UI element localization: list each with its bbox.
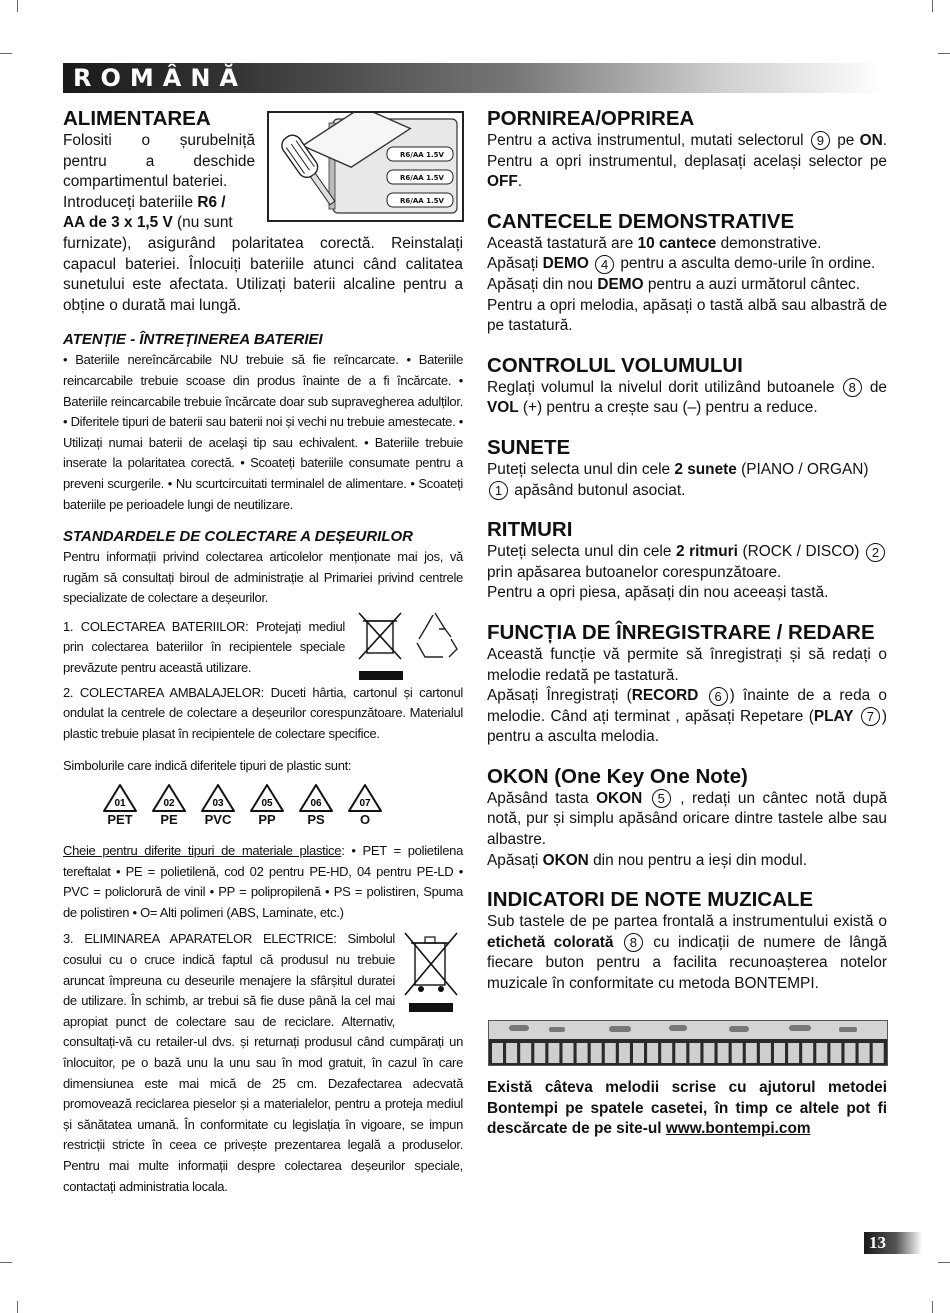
section-functia — [487, 621, 887, 748]
button-number-badge: 6 — [709, 687, 728, 706]
language-title: ROMÂNĂ — [73, 64, 247, 92]
keyboard-key — [788, 1043, 799, 1063]
text: (ROCK / DISCO) — [737, 543, 865, 561]
battery-compartment-icon — [269, 113, 462, 220]
crop-mark — [938, 53, 950, 54]
section-standardele — [63, 527, 463, 1197]
keyboard-key — [689, 1043, 700, 1063]
section-title: ALIMENTAREA — [63, 107, 211, 130]
bold-text: ON — [859, 132, 883, 149]
right-column — [487, 107, 887, 995]
text: Puteți selecta unul din cele — [487, 543, 676, 561]
keyboard-key — [859, 1043, 870, 1063]
keyboard-key — [830, 1043, 841, 1063]
button-number-badge: 1 — [489, 481, 508, 500]
recycle-triangle-icon — [199, 783, 237, 813]
paragraph: Pentru a opri piesa, apăsați din nou aceeași tastă. — [487, 584, 829, 602]
section-title: STANDARDELE DE COLECTARE A DEȘEURILOR — [63, 528, 414, 546]
bold-text: etichetă colorată — [487, 933, 614, 951]
text: pentru a auzi următorul cântec. — [643, 275, 861, 293]
keyboard-key — [619, 1043, 630, 1063]
page-number: 13 — [869, 1233, 886, 1252]
keyboard-key — [563, 1043, 574, 1063]
text: pentru a asculta demo-urile în ordine. — [616, 255, 876, 273]
text: Sub tastele de pe partea frontală a instrumentului există o — [487, 913, 887, 931]
plastic-symbol-pp — [248, 783, 286, 827]
svg-text:01: 01 — [114, 798, 126, 810]
keyboard-key — [577, 1043, 588, 1063]
bold-text: PLAY — [813, 707, 854, 725]
paragraph: • Bateriile nereîncărcabile NU trebuie să fie reîncarcate. • Bateriile reincarcabile trebuie scoase din produs înainte de a fi încărcate. • Bateriile reincarcabile trebuie încărcate doar sub supravegherea adulților. • Diferitele tipuri de baterii sau baterii noi și vechi nu trebuie amestecate. • Utilizați numai baterii de acelaşi tip sau echivalent. • Bateriile trebuie inserate la polaritatea corectă. • Scoateți bateriile consumate pentru a preveni scurgerile. • Nu scurtcircuitati terminalel de alimentare. • Scoateți bateriile pe perioadele lungi de neutilizare. — [63, 352, 463, 512]
section-okon — [487, 765, 887, 871]
keyboard-key — [591, 1043, 602, 1063]
plastic-symbol-pet — [101, 783, 139, 827]
keyboard-key — [732, 1043, 743, 1063]
keyboard-label-image — [489, 1021, 887, 1065]
plastic-symbol-o — [346, 783, 384, 827]
svg-text:02: 02 — [163, 798, 175, 810]
plastic-label: PVC — [204, 812, 232, 828]
paragraph: Pentru informații privind colectarea articolelor menționate mai jos, vă rugăm să consultați biroul de administrație al Primariei privind centrele specializate de colectare a deșeurilor. — [63, 549, 463, 606]
text: ) pentru a asculta melodia. — [487, 707, 888, 746]
text: prin apăsarea butoanelor corespunzătoare. — [487, 563, 782, 581]
bontempi-website-link[interactable]: www.bontempi.com — [665, 1120, 811, 1138]
battery-bin-icon — [353, 609, 463, 681]
paragraph — [487, 234, 887, 255]
section-title: FUNCȚIA DE ÎNREGISTRARE / REDARE — [487, 620, 875, 644]
bold-text: 10 cantece — [637, 234, 717, 252]
button-number-badge: 8 — [843, 378, 862, 397]
text: pentru a deschide — [63, 152, 255, 170]
bold-text: AA de 3 x 1,5 V — [63, 214, 173, 232]
crop-mark — [932, 0, 933, 12]
text: Pentru a activa instrumentul, mutati selectorul — [487, 132, 809, 149]
plastic-symbol-ps — [297, 783, 335, 827]
button-number-badge: 7 — [861, 707, 880, 726]
paragraph: 1. COLECTAREA BATERIILOR: Protejați mediul prin colectarea bateriilor în recipientele speciale prevăzute pentru această utilizare. — [63, 618, 345, 676]
paragraph — [487, 789, 887, 851]
bold-text: 2 ritmuri — [675, 543, 738, 561]
text: Apăsați din nou — [487, 275, 598, 293]
paragraph: 3. ELIMINAREA APARATELOR ELECTRICE: Simbolul cosului cu o cruce indică faptul că produsul nu trebuie aruncat împreuna cu deseurile menajere la sfârșitul duratei de utilizare. În schimb, ar trebui să fie duse până la cel mai apropiat punct de colectare sau de reciclare. Alternativ, consultați-vă cu retailer-ul dvs. și returnați produsul când cumpărați un înlocuitor, pe o bază unu la unu sau în mod gratuit, în cazul în care dimensiunea este mai mică de 25 cm. Dezafectarea adecvată promovează reciclarea pieselor și a materialelor, pentru a proteja mediul și sănătatea umană. În conformitate cu legislația în vigoare, se impun restricții stricte în ceea ce privește prezentarea legală a produselor. Pentru mai multe informații despre colectarea deșeurilor speciale, contactați administratia locala. — [63, 931, 463, 1194]
keyboard-key — [760, 1043, 771, 1063]
text: (+) pentru a crește sau (–) pentru a reduce. — [518, 399, 818, 417]
text: din nou pentru a ieși din modul. — [588, 851, 807, 869]
section-volum — [487, 354, 887, 419]
recycle-triangle-icon — [101, 783, 139, 813]
paragraph — [487, 460, 887, 501]
keyboard-key — [661, 1043, 672, 1063]
plastic-symbol-pe — [150, 783, 188, 827]
battery-illustration — [267, 111, 464, 222]
text: Apăsați — [487, 255, 543, 273]
recycle-triangle-icon — [150, 783, 188, 813]
paragraph — [487, 912, 887, 994]
section-atentie — [63, 330, 463, 515]
button-number-badge: 5 — [652, 789, 671, 808]
plastic-label: PP — [258, 812, 276, 828]
paragraph — [487, 1078, 887, 1140]
keyboard-photo — [488, 1020, 888, 1066]
recycle-triangle-icon — [297, 783, 335, 813]
section-pornirea — [487, 107, 887, 193]
keyboard-key — [520, 1043, 531, 1063]
recycling-symbols — [353, 609, 463, 681]
button-number-badge: 2 — [866, 543, 885, 562]
plastic-symbols-row — [101, 783, 463, 827]
section-sunete — [487, 436, 887, 501]
keyboard-key — [647, 1043, 658, 1063]
keyboard-key — [605, 1043, 616, 1063]
section-title: OKON (One Key One Note) — [487, 764, 748, 788]
text-line — [63, 131, 255, 152]
bold-text: OFF — [487, 173, 518, 191]
text: Apăsând tasta — [487, 789, 597, 807]
keyboard-key — [492, 1043, 503, 1063]
text: Apăsați Înregistrați ( — [487, 687, 632, 705]
text: pe — [831, 132, 860, 149]
svg-text:07: 07 — [359, 798, 371, 810]
bold-text: OKON — [596, 789, 643, 807]
text-line — [63, 172, 255, 193]
crop-mark — [938, 1262, 950, 1263]
crop-mark — [0, 1262, 12, 1263]
paragraph: Simbolurile care indică diferitele tipuri de plastic sunt: — [63, 758, 352, 774]
section-alimentarea — [63, 107, 463, 316]
plastic-symbol-pvc — [199, 783, 237, 827]
keyboard-key — [534, 1043, 545, 1063]
keyboard-key — [816, 1043, 827, 1063]
svg-text:R6/AA 1.5V: R6/AA 1.5V — [400, 151, 444, 159]
paragraph — [487, 131, 887, 193]
text: . — [517, 173, 523, 191]
paragraph — [487, 686, 887, 748]
text: Puteți selecta unul din cele — [487, 460, 675, 478]
text-line — [63, 193, 255, 214]
key-title: Cheie pentru diferite tipuri de materiale plastice — [63, 843, 342, 859]
text: , redați un cântec notă după notă, pur și simplu apăsând oricare dintre tastele albe sau albastre. — [487, 789, 888, 849]
keyboard-key — [506, 1043, 517, 1063]
crop-mark — [932, 1301, 933, 1313]
keyboard-key — [873, 1043, 884, 1063]
button-number-badge: 9 — [811, 131, 830, 150]
text: Această tastatură are — [487, 234, 638, 252]
bold-text: 2 sunete — [674, 460, 737, 478]
text: demonstrative. — [716, 234, 822, 252]
svg-text:03: 03 — [212, 798, 224, 810]
keyboard-key — [774, 1043, 785, 1063]
paragraph: Pentru a opri melodia, apăsați o tastă albă sau albastră de pe tastatură. — [487, 296, 887, 335]
svg-text:05: 05 — [261, 798, 273, 810]
text: Introduceți bateriile — [63, 193, 198, 211]
text: cu indicații de numere de lângă fiecare buton pentru a facilita recunoașterea notelor muzicale în conformitate cu metoda BONTEMPI. — [487, 933, 887, 993]
svg-text:06: 06 — [310, 798, 322, 810]
bold-text: R6 / — [197, 193, 226, 211]
keyboard-key — [675, 1043, 686, 1063]
section-indicatori — [487, 888, 887, 994]
text: Apăsați — [487, 851, 543, 869]
paragraph — [63, 841, 463, 923]
button-number-badge: 8 — [624, 933, 643, 952]
section-title: PORNIREA/OPRIREA — [487, 107, 695, 130]
section-title: CANTECELE DEMONSTRATIVE — [487, 209, 795, 233]
bold-text: OKON — [542, 851, 589, 869]
section-title: ATENȚIE - ÎNTREȚINEREA BATERIEI — [63, 331, 323, 349]
keyboard-key — [704, 1043, 715, 1063]
paragraph — [487, 378, 887, 419]
section-title: INDICATORI DE NOTE MUZICALE — [487, 888, 814, 912]
svg-text:R6/AA 1.5V: R6/AA 1.5V — [400, 174, 444, 182]
plastic-label: PE — [160, 812, 178, 828]
section-ritmuri — [487, 518, 887, 604]
weee-bin-symbol — [401, 929, 463, 1015]
text: . Pentru a opri instrumentul, deplasați același selector pe — [487, 132, 887, 170]
paragraph: Această funcție vă permite să înregistrați și să redați o melodie redată pe tastatură. — [487, 645, 887, 684]
text-line — [63, 152, 255, 173]
text: Folositi o șurubelniță — [63, 132, 255, 149]
footer-note — [487, 1078, 887, 1140]
paragraph — [487, 542, 887, 583]
crop-mark — [17, 1301, 18, 1313]
text: Reglați volumul la nivelul dorit utilizând butoanele — [487, 378, 841, 396]
recycle-triangle-icon — [346, 783, 384, 813]
button-number-badge: 4 — [595, 255, 614, 274]
paragraph: 2. COLECTAREA AMBALAJELOR: Duceti hârtia, cartonul și cartonul ondulat la centrele de colectare a deșeurilor corespunzătoare. Materialul plastic trebuie plasat în recipientele de colectare specifice. — [63, 684, 463, 741]
text: (nu sunt — [172, 214, 233, 232]
text: de — [863, 378, 887, 396]
text: apăsând butonul asociat. — [510, 481, 686, 499]
section-title: RITMURI — [487, 518, 573, 542]
section-title: CONTROLUL VOLUMULUI — [487, 353, 743, 377]
keyboard-key — [802, 1043, 813, 1063]
crossed-bin-icon — [401, 929, 463, 1015]
crop-mark — [17, 0, 18, 12]
plastic-label: PS — [307, 812, 325, 828]
paragraph: furnizate), asigurând polaritatea corectă. Reinstalați capacul bateriei. Înlocuiți bateriile atunci când calitatea sunetului este afectata. Utilizați baterii alcaline pentru a obține o durată mai lungă. — [63, 234, 463, 314]
section-cantecele — [487, 210, 887, 337]
left-column — [63, 107, 463, 1197]
key-text: : • PET = polietilena tereftalat • PE = polietilenă, cod 02 pentru PE-HD, 04 pentru PE-LD • PVC = policlorură de vinil • PP = polipropilenă • PS = polistiren, Spuma de polistiren • O= Alti polimeri (ABS, Laminate, etc.) — [63, 843, 464, 920]
page-number-tab — [864, 1232, 922, 1254]
keyboard-key — [633, 1043, 644, 1063]
recycle-triangle-icon — [248, 783, 286, 813]
svg-text:R6/AA 1.5V: R6/AA 1.5V — [400, 197, 444, 205]
paragraph — [487, 275, 887, 296]
text: compartimentul bateriei. — [63, 173, 228, 191]
text: (PIANO / ORGAN) — [736, 460, 869, 478]
bold-text: RECORD — [631, 687, 699, 705]
paragraph — [487, 254, 887, 275]
text: ) înainte de a reda o melodie. Când ați terminat , apăsați Repetare ( — [487, 687, 887, 725]
section-title: SUNETE — [487, 435, 571, 459]
paragraph — [487, 851, 887, 872]
keyboard-key — [548, 1043, 559, 1063]
language-banner — [63, 63, 885, 93]
text-line — [63, 213, 255, 234]
bold-text: DEMO — [542, 255, 589, 273]
plastic-label: PET — [107, 812, 133, 828]
keyboard-key — [718, 1043, 729, 1063]
plastic-label: O — [359, 812, 371, 828]
text: Există câteva melodii scrise cu ajutorul metodei Bontempi pe spatele casetei, în timp ce altele pot fi descărcate de pe site-ul — [487, 1079, 887, 1138]
bold-text: VOL — [487, 399, 519, 417]
keyboard-key — [746, 1043, 757, 1063]
crop-mark — [0, 53, 12, 54]
keyboard-key — [845, 1043, 856, 1063]
bold-text: DEMO — [597, 275, 644, 293]
